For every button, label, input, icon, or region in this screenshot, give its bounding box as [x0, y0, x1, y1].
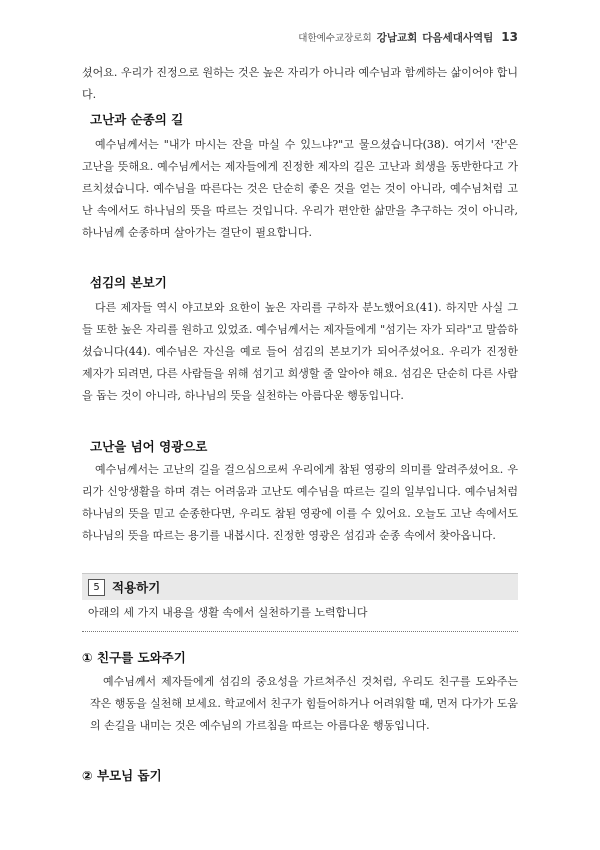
section-heading-service: 섬김의 본보기: [90, 275, 167, 290]
item-marker: ①: [82, 650, 93, 665]
apply-section-bar: [82, 573, 518, 600]
intro-paragraph: 셨어요. 우리가 진정으로 원하는 것은 높은 자리가 아니라 예수님과 함께하는 삶이어야 합니다.: [82, 66, 518, 101]
header-org: 대한예수교장로회: [298, 33, 372, 44]
section-body-service: 다른 제자들 역시 야고보와 요한이 높은 자리를 구하자 분노했어요(41). 하지만 사실 그들 또한 높은 자리를 원하고 있었죠. 예수님께서는 제자들에게 "섬기는 자가 되라"고 말씀하셨습니다(44). 예수님은 자신을 예로 들어 섬김의 본보기가 되어주셨어요. 우리가 진정한 제자가 되려면, 다른 사람들을 위해 섬기고 희생할 줄 알아야 해요. 섬김은 단순히 다른 사람을 돕는 것이 아니라, 하나님의 뜻을 실천하는 아름다운 행동입니다.: [82, 301, 518, 402]
item-title: 부모님 돕기: [96, 768, 162, 783]
section-heading-glory: 고난을 넘어 영광으로: [90, 439, 208, 454]
item-heading-help-friend: [82, 648, 186, 666]
section-body-suffering: 예수님께서는 "내가 마시는 잔을 마실 수 있느냐?"고 물으셨습니다(38). 여기서 '잔'은 고난을 뜻해요. 예수님께서는 제자들에게 진정한 제자의 길은 고난과 희생을 동반한다고 가르치셨습니다. 예수님을 따른다는 것은 단순히 좋은 것을 얻는 것이 아니라, 예수님처럼 고난 속에서도 하나님의 뜻을 따르는 것입니다. 우리가 편안한 삶만을 추구하는 것이 아니라, 하나님께 순종하며 살아가는 결단이 필요합니다.: [82, 138, 518, 239]
item-body-help-friend: 예수님께서 제자들에게 섬김의 중요성을 가르쳐주신 것처럼, 우리도 친구를 도와주는 작은 행동을 실천해 보세요. 학교에서 친구가 힘들어하거나 어려워할 때, 먼저 다가가 도움의 손길을 내미는 것은 예수님의 가르침을 따르는 아름다운 행동입니다.: [90, 675, 518, 732]
page-number: 13: [501, 30, 518, 44]
apply-section-title: 적용하기: [112, 580, 161, 595]
apply-instruction: 아래의 세 가지 내용을 생활 속에서 실천하기를 노력합니다: [88, 606, 368, 619]
apply-section-number: 5: [88, 579, 105, 596]
item-heading-help-parents: [82, 766, 162, 784]
section-heading-suffering: 고난과 순종의 길: [90, 112, 184, 127]
header-church: 강남교회: [376, 32, 418, 44]
item-marker: ②: [82, 768, 93, 783]
section-body-glory: 예수님께서는 고난의 길을 걸으심으로써 우리에게 참된 영광의 의미를 알려주셨어요. 우리가 신앙생활을 하며 겪는 어려움과 고난도 예수님을 따르는 길의 일부입니다. 예수님처럼 하나님의 뜻을 믿고 순종한다면, 우리도 참된 영광에 이를 수 있어요. 오늘도 고난 속에서도 하나님의 뜻을 따르는 용기를 내봅시다. 진정한 영광은 섬김과 순종 속에서 찾아옵니다.: [82, 463, 518, 542]
item-title: 친구를 도와주기: [96, 650, 186, 665]
header-dept: 다음세대사역팀: [422, 32, 494, 44]
page-header: [298, 30, 518, 45]
dotted-divider: [82, 631, 518, 632]
